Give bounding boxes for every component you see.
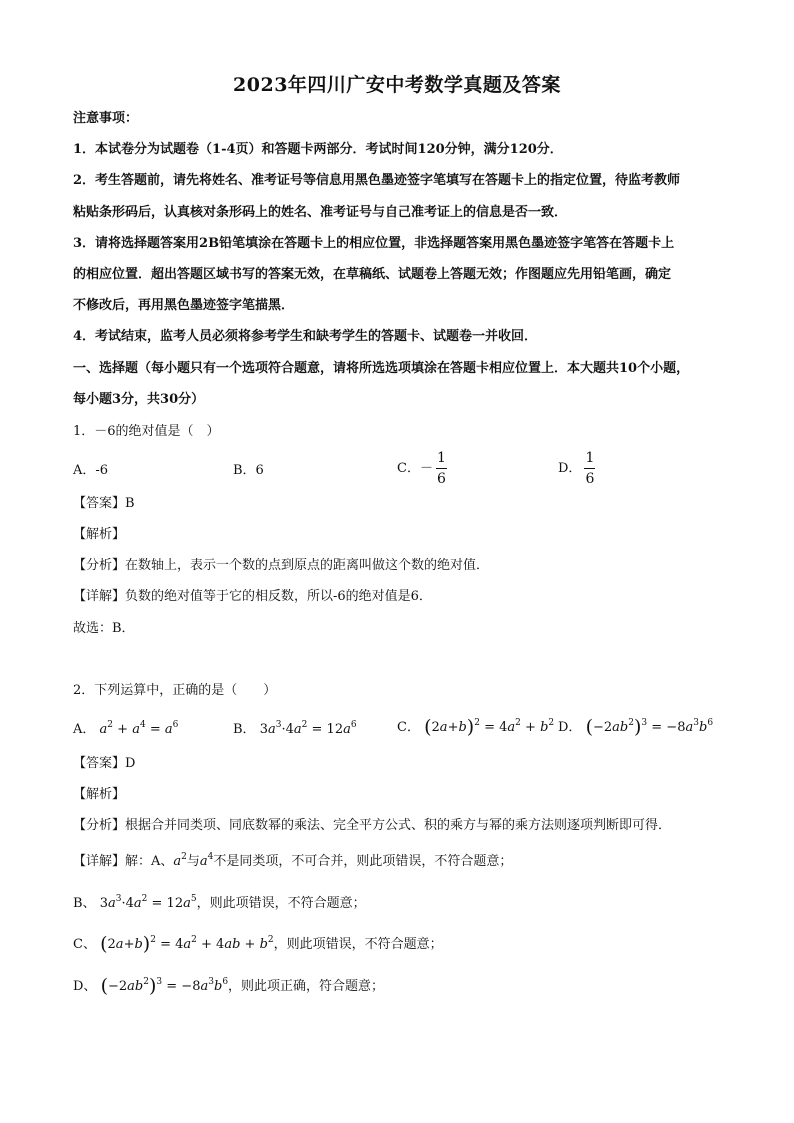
q2-xiangjie-mid: 与 <box>186 854 200 869</box>
q2-c-prefix: C、 <box>73 937 96 952</box>
q2-b-prefix: B、 <box>73 896 96 911</box>
q2-stem: 2．下列运算中，正确的是（ ） <box>73 683 277 698</box>
q2-xiangjie-b <box>73 895 723 913</box>
notice-item-3: 3．请将选择题答案用2B铅笔填涂在答题卡上的相应位置，非选择题答案用黑色墨迹签字笔答在答题卡上 <box>73 236 675 251</box>
notice-item-3-cont2: 不修改后，再用黑色墨迹签字笔描黑． <box>73 298 295 313</box>
page-title: 2023年四川广安中考数学真题及答案 <box>233 74 561 96</box>
q1-conclusion: 故选：B． <box>73 621 135 636</box>
fraction-numerator: 1 <box>436 448 447 469</box>
q2-option-b-label: B． <box>233 722 256 737</box>
q2-option-b <box>233 718 357 737</box>
q2-option-d-formula: $(-2ab^2)^3 = -8a^3b^6$ <box>585 716 714 738</box>
q2-option-b-formula: $3a^3\cdot 4a^2 = 12a^6$ <box>259 720 357 737</box>
q1-option-d-label: D． <box>558 461 582 476</box>
q2-option-a <box>73 718 178 737</box>
q2-xiangjie-c <box>73 935 723 954</box>
term-a4: $a^4$ <box>199 852 214 869</box>
q2-option-a-label: A． <box>73 722 96 737</box>
q2-answer: 【答案】D <box>73 756 136 771</box>
q2-b-suffix: ，则此项错误，不符合题意； <box>196 896 366 911</box>
q1-xiangjie: 【详解】负数的绝对值等于它的相反数，所以-6的绝对值是6． <box>73 589 432 604</box>
q2-c-suffix: ，则此项错误，不符合题意； <box>273 937 443 952</box>
q2-d-formula: $(-2ab^2)^3 = -8a^3b^6$ <box>100 975 229 997</box>
section-heading-cont: 每小题3分，共30分） <box>73 392 205 407</box>
q2-c-formula: $(2a+b)^2 = 4a^2 + 4ab + b^2$ <box>100 933 274 955</box>
fraction-denominator: 6 <box>436 471 446 487</box>
q2-xiangjie-a <box>73 853 723 871</box>
notice-item-1: 1．本试卷分为试题卷（1-4页）和答题卡两部分．考试时间120分钟，满分120分． <box>73 142 563 157</box>
q2-option-a-formula: $a^2 + a^4 = a^6$ <box>99 720 179 737</box>
q1-option-a: A．-6 <box>73 463 109 478</box>
q2-xiangjie-d <box>73 977 723 996</box>
q2-option-c-label: C． <box>397 720 420 735</box>
q2-fenxi: 【分析】根据合并同类项、同底数幂的乘法、完全平方公式、积的乘方与幂的乘方法则逐项判断即可得． <box>73 818 672 833</box>
q2-xiangjie-suffix: 不是同类项，不可合并，则此项错误，不符合题意； <box>213 854 513 869</box>
q1-analysis-title: 【解析】 <box>73 527 126 542</box>
notice-item-4: 4．考试结束，监考人员必须将参考学生和缺考学生的答题卡、试题卷一并收回． <box>73 329 538 344</box>
notice-item-2-cont: 粘贴条形码后，认真核对条形码上的姓名、准考证号与自己准考证上的信息是否一致． <box>73 205 568 220</box>
q2-xiangjie-prefix: 【详解】解：A、 <box>73 854 174 869</box>
term-a2: $a^2$ <box>173 852 187 869</box>
q2-option-c <box>397 716 554 738</box>
notice-item-2: 2．考生答题前，请先将姓名、准考证号等信息用黑色墨迹签字笔填写在答题卡上的指定位置，待监考教师 <box>73 173 681 188</box>
fraction-denominator: 6 <box>585 471 595 487</box>
fraction <box>584 448 595 489</box>
q2-option-d-label: D． <box>558 720 582 735</box>
q1-option-b: B．6 <box>233 463 264 478</box>
q1-answer: 【答案】B <box>73 496 135 511</box>
section-heading: 一、选择题（每小题只有一个选项符合题意，请将所选选项填涂在答题卡相应位置上．本大题共10个小题， <box>73 361 690 376</box>
notice-item-3-cont: 的相应位置．超出答题区域书写的答案无效，在草稿纸、试题卷上答题无效；作图题应先用铅笔画，确定 <box>73 267 672 282</box>
q2-d-suffix: ，则此项正确，符合题意； <box>228 979 385 994</box>
fraction-numerator: 1 <box>584 448 595 469</box>
q1-fenxi: 【分析】在数轴上，表示一个数的点到原点的距离叫做这个数的绝对值． <box>73 558 490 573</box>
q1-option-c <box>397 448 450 489</box>
fraction <box>436 448 447 489</box>
q2-d-prefix: D、 <box>73 979 97 994</box>
q2-option-d <box>558 716 713 738</box>
notice-heading: 注意事项： <box>73 111 139 126</box>
q2-analysis-title: 【解析】 <box>73 787 126 802</box>
q1-option-d <box>558 448 598 489</box>
q2-option-c-formula: $(2a+b)^2 = 4a^2 + b^2$ <box>424 716 555 738</box>
q1-stem: 1．－6的绝对值是（ ） <box>73 424 220 439</box>
q1-option-c-label: C．－ <box>397 461 433 476</box>
q2-b-formula: $3a^3\cdot 4a^2 = 12a^5$ <box>99 894 197 911</box>
